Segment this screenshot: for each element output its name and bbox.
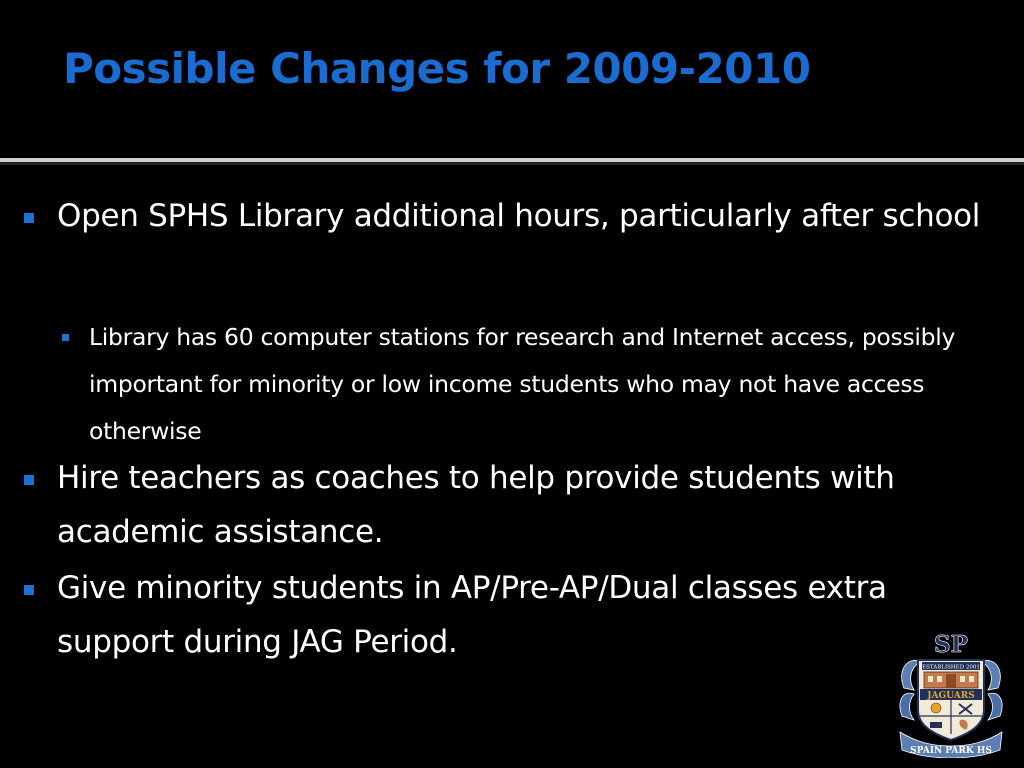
crest-motto: SPAIN PARK HS [910,746,992,756]
sub-bullet-text: Library has 60 computer stations for research and Internet access, possibly important for minority or low income students who may not have access otherwise [89,323,956,445]
square-bullet-icon [24,213,34,223]
bullet-text: Give minority students in AP/Pre-AP/Dual classes extra support during JAG Period. [57,570,887,660]
bullet-text: Hire teachers as coaches to help provide students with academic assistance. [57,460,895,550]
school-crest-logo [896,628,1006,758]
slide-title: Possible Changes for 2009-2010 [63,44,811,93]
crest-initials: SP [934,631,968,658]
square-bullet-icon [24,585,34,595]
square-bullet-icon [24,475,34,485]
crest-established: ESTABLISHED 2001 [922,664,980,671]
slide-body [0,165,1024,768]
title-bar [0,0,1024,158]
square-sub-bullet-icon [62,334,69,341]
bullet-text: Open SPHS Library additional hours, particularly after school [57,198,981,234]
crest-mascot: JAGUARS [927,691,975,701]
